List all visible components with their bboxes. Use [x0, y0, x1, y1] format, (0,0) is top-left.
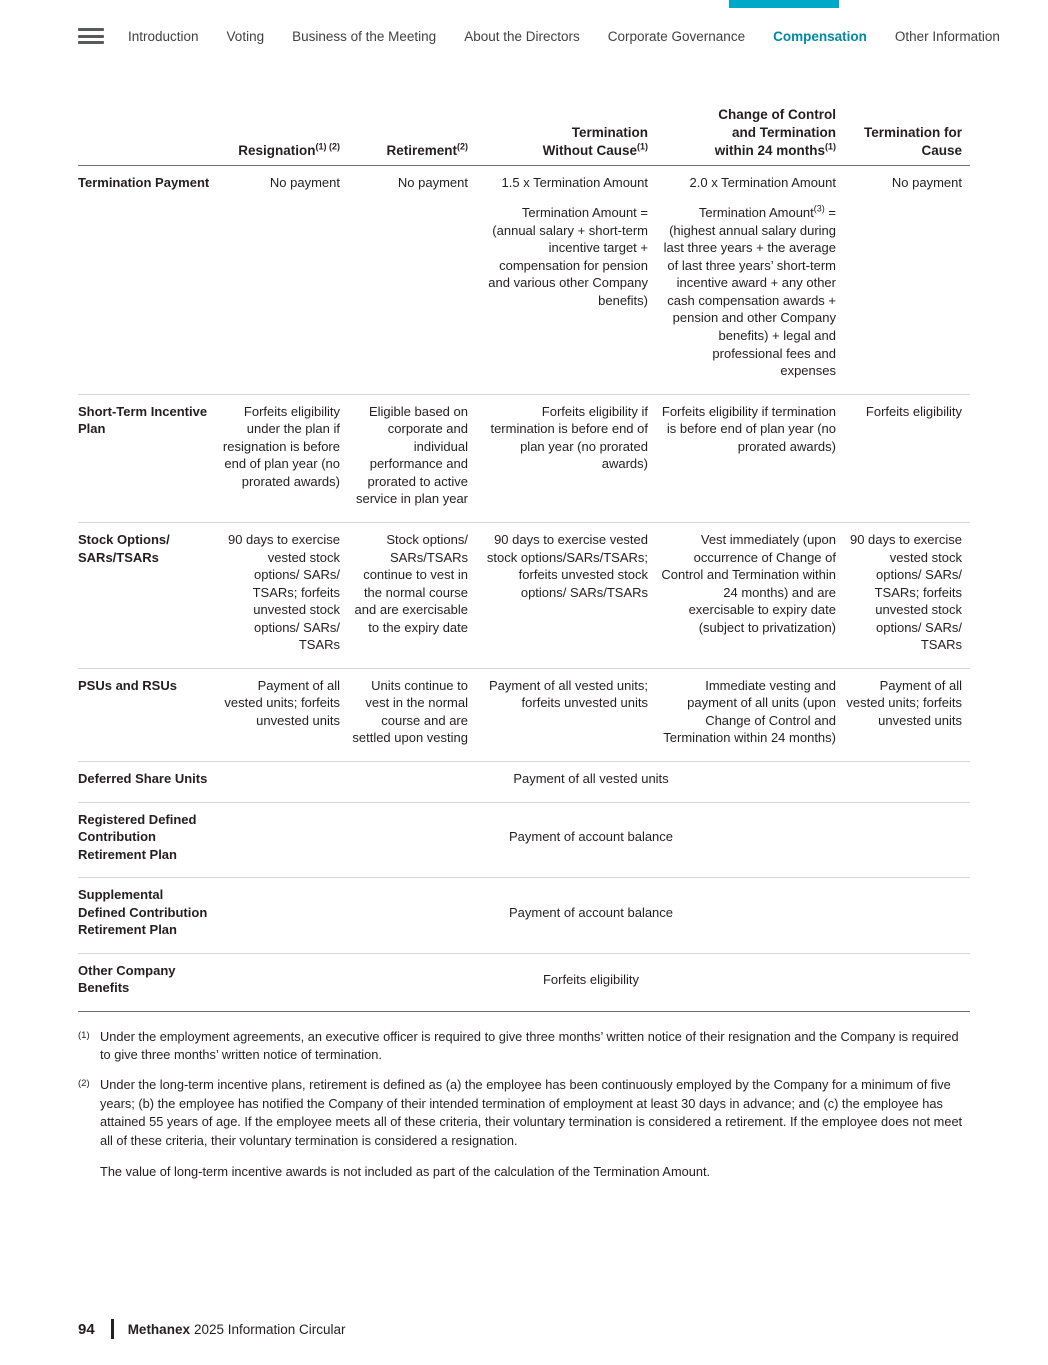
row-header-stock-options: Stock Options/ SARs/TSARs — [78, 522, 220, 668]
nav-item-business-of-the-meeting[interactable]: Business of the Meeting — [292, 28, 437, 44]
cell-options-change-of-control: Vest immediately (upon occurrence of Change of Control and Termination within 24 months) and are exercisable to expiry date (subject to privatization) — [656, 522, 844, 668]
footnote-2-marker: (2) — [78, 1077, 90, 1089]
active-tab-marker — [729, 0, 839, 8]
cell-deferred-share-units-all: Payment of all vested units — [220, 761, 970, 802]
table-row — [78, 394, 970, 522]
table-row — [78, 165, 970, 394]
column-header-change-of-control: Change of Control and Termination within 24 months$^{(1)}$ — [656, 106, 844, 165]
table-body — [78, 165, 970, 1011]
termination-amount-definition: Termination Amount$^{(3)}$ = (highest annual salary during last three years + the average of last three years’ short-term incentive award + any other cash compensation awards + pension and other Company benefits) + legal and professional fees and expenses — [663, 203, 836, 379]
footnote-2-text: Under the long-term incentive plans, retirement is defined as (a) the employee has been continuously employed by the Company for a minimum of five years; (b) the employee has notified the Company of their intended termination of employment at least 30 days in advance; and (c) the employee has attained 55 years of age. If the employee meets all of these criteria, their voluntary termination is considered a retirement. If the employee does not meet all of these criteria, their voluntary termination is considered a resignation. — [100, 1076, 963, 1148]
row-header-registered-dc-plan: Registered Defined Contribution Retirement Plan — [78, 802, 220, 878]
cell-stip-resignation: Forfeits eligibility under the plan if resignation is before end of plan year (no prorated awards) — [220, 394, 348, 522]
column-header-retirement: Retirement$^{(2)}$ — [348, 106, 476, 165]
table-row — [78, 522, 970, 668]
cell-psu-change-of-control: Immediate vesting and payment of all units (upon Change of Control and Termination within 24 months) — [656, 668, 844, 761]
nav-item-introduction[interactable]: Introduction — [128, 28, 199, 44]
footnote-2 — [78, 1076, 970, 1150]
cell-termination-payment-retirement: No payment — [348, 165, 476, 394]
cell-psu-for-cause: Payment of all vested units; forfeits unvested units — [844, 668, 970, 761]
footnote-1-text: Under the employment agreements, an executive officer is required to give three months’ written notice of their resignation and the Company is required to give three months’ written notice of termination. — [100, 1028, 959, 1063]
cell-registered-dc-plan-all: Payment of account balance — [220, 802, 970, 878]
table-row — [78, 761, 970, 802]
table-row — [78, 668, 970, 761]
row-header-supplemental-dc-plan: Supplemental Defined Contribution Retirement Plan — [78, 878, 220, 954]
termination-scenarios-table — [78, 106, 970, 1012]
table-row — [78, 953, 970, 1011]
footer-divider — [111, 1319, 114, 1339]
cell-supplemental-dc-plan-all: Payment of account balance — [220, 878, 970, 954]
cell-psu-without-cause: Payment of all vested units; forfeits unvested units — [476, 668, 656, 761]
cell-other-company-benefits-all: Forfeits eligibility — [220, 953, 970, 1011]
nav-item-corporate-governance[interactable]: Corporate Governance — [607, 28, 746, 44]
footnotes — [78, 1028, 970, 1182]
termination-scenarios-table-wrapper — [78, 106, 970, 1012]
cell-psu-retirement: Units continue to vest in the normal course and are settled upon vesting — [348, 668, 476, 761]
footnote-ref: (1) — [825, 141, 836, 152]
footnote-ref: (1) (2) — [315, 141, 340, 152]
cell-options-without-cause: 90 days to exercise vested stock options/SARs/TSARs; forfeits unvested stock options/ SARs/TSARs — [476, 522, 656, 668]
cell-options-retirement: Stock options/ SARs/TSARs continue to vest in the normal course and are exercisable to the expiry date — [348, 522, 476, 668]
row-header-short-term-incentive-plan: Short-Term Incentive Plan — [78, 394, 220, 522]
cell-stip-change-of-control: Forfeits eligibility if termination is before end of plan year (no prorated awards) — [656, 394, 844, 522]
column-header-blank — [78, 106, 220, 165]
row-header-termination-payment: Termination Payment — [78, 165, 220, 394]
cell-termination-payment-without-cause: 1.5 x Termination Amount Termination Amount = (annual salary + short-term incentive target + compensation for pension and various other Company benefits) — [476, 165, 656, 394]
nav-item-voting[interactable]: Voting — [226, 28, 265, 44]
footnote-ref: (1) — [637, 141, 648, 152]
nav-item-about-the-directors[interactable]: About the Directors — [464, 28, 580, 44]
table-row — [78, 802, 970, 878]
footnote-extra-text: The value of long-term incentive awards is not included as part of the calculation of the Termination Amount. — [100, 1164, 711, 1180]
column-header-termination-for-cause: Termination for Cause — [844, 106, 970, 165]
menu-icon[interactable] — [78, 28, 104, 44]
row-header-deferred-share-units: Deferred Share Units — [78, 761, 220, 802]
column-header-termination-without-cause: Termination Without Cause$^{(1)}$ — [476, 106, 656, 165]
cell-termination-payment-for-cause: No payment — [844, 165, 970, 394]
cell-termination-payment-change-of-control: 2.0 x Termination Amount Termination Amount$^{(3)}$ = (highest annual salary during last three years + the average of last three years’ short-term incentive award + any other cash compensation awards + pension and other Company benefits) + legal and professional fees and expenses — [656, 165, 844, 394]
nav-item-other-information[interactable]: Other Information — [894, 28, 1000, 44]
footnote-1-marker: (1) — [78, 1029, 90, 1041]
cell-stip-for-cause: Forfeits eligibility — [844, 394, 970, 522]
column-header-resignation: Resignation$^{(1) (2)}$ — [220, 106, 348, 165]
nav-item-compensation[interactable]: Compensation — [773, 28, 867, 44]
cell-options-resignation: 90 days to exercise vested stock options/ SARs/ TSARs; forfeits unvested stock options/ SARs/ TSARs — [220, 522, 348, 668]
footer-document-title: 2025 Information Circular — [193, 1321, 346, 1337]
row-header-psus-and-rsus: PSUs and RSUs — [78, 668, 220, 761]
cell-termination-payment-resignation: No payment — [220, 165, 348, 394]
cell-stip-retirement: Eligible based on corporate and individual performance and prorated to active service in plan year — [348, 394, 476, 522]
cell-psu-resignation: Payment of all vested units; forfeits unvested units — [220, 668, 348, 761]
footnote-ref: (2) — [457, 141, 468, 152]
row-header-other-company-benefits: Other Company Benefits — [78, 953, 220, 1011]
footnote-1 — [78, 1028, 970, 1065]
cell-options-for-cause: 90 days to exercise vested stock options/ SARs/ TSARs; forfeits unvested stock options/ SARs/ TSARs — [844, 522, 970, 668]
cell-stip-without-cause: Forfeits eligibility if termination is before end of plan year (no prorated awards) — [476, 394, 656, 522]
table-row — [78, 878, 970, 954]
page-footer — [78, 1319, 346, 1339]
page-number: 94 — [78, 1320, 95, 1338]
table-header-row — [78, 106, 970, 165]
footer-brand: Methanex — [127, 1321, 190, 1337]
top-navigation — [0, 0, 1048, 44]
